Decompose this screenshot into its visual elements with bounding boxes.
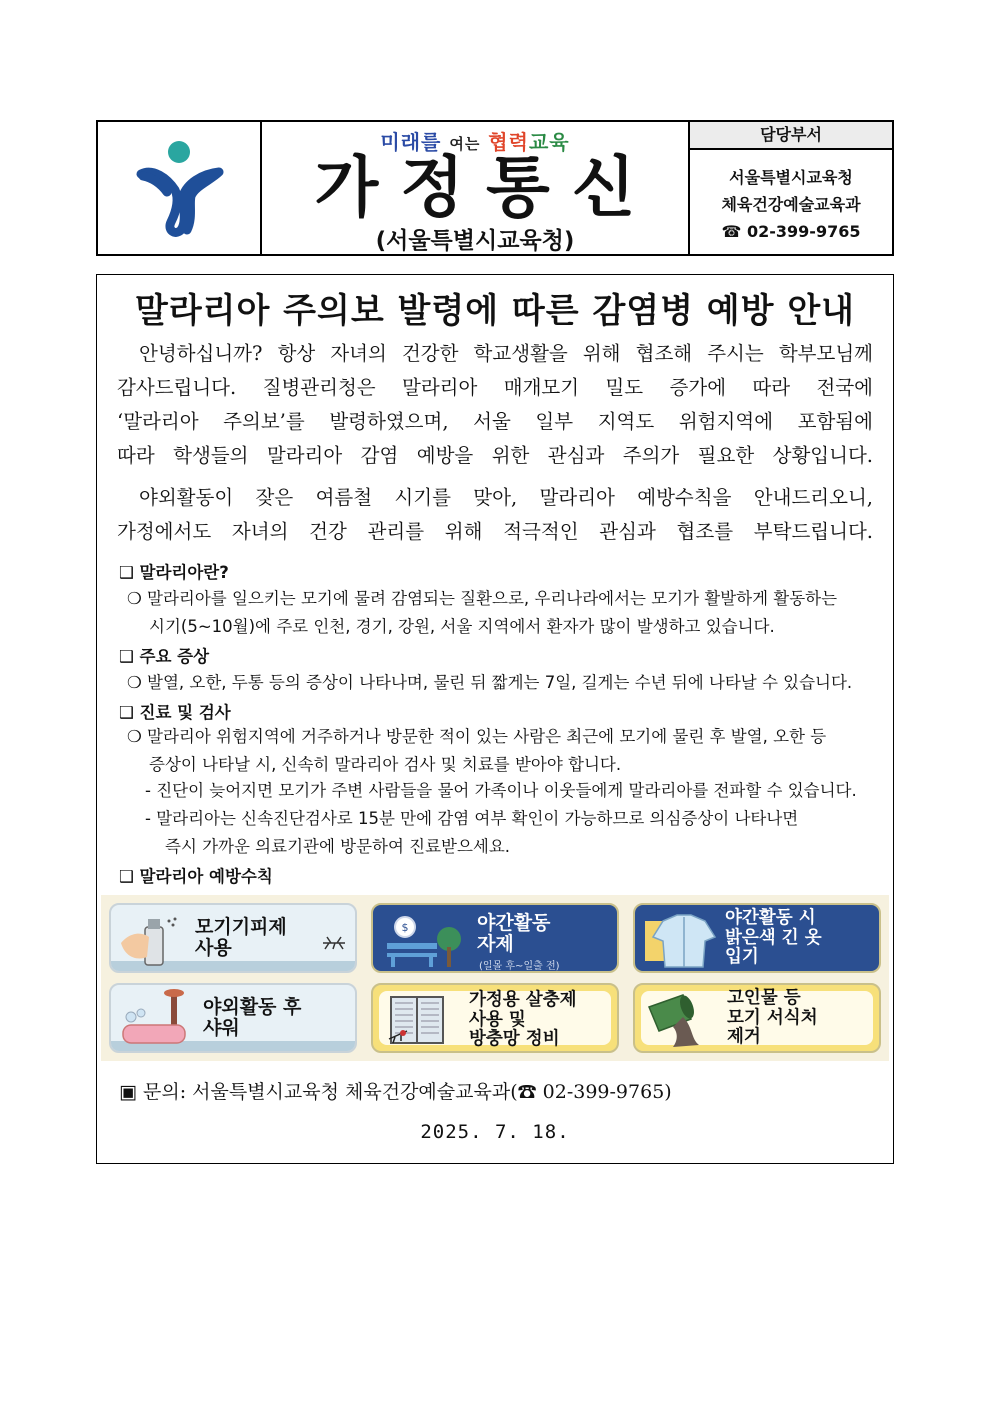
paragraph-line: 야외활동이 잦은 여름철 시기를 맞아, 말라리아 예방수칙을 안내드리오니, xyxy=(139,486,873,509)
item-line: - 말라리아는 신속진단검사로 15분 만에 감염 여부 확인이 가능하므로 의심증상이 나타나면 xyxy=(145,809,799,828)
slogan-word: 여는 xyxy=(449,135,481,153)
header-title-block xyxy=(262,122,690,254)
card-label: 고인물 등 xyxy=(727,988,801,1008)
slogan-word: 미래를 xyxy=(380,130,442,154)
card-label: 사용 xyxy=(195,937,232,959)
section-heading: ❑ 말라리아 예방수칙 xyxy=(119,867,273,886)
card-shower xyxy=(109,983,357,1053)
section-item xyxy=(127,723,887,779)
item-line: 즉시 가까운 의료기관에 방문하여 진료받으세요. xyxy=(165,837,511,856)
section-item xyxy=(127,585,887,641)
notice-body xyxy=(96,274,894,1164)
department-name: 서울특별시교육청 xyxy=(729,168,853,187)
department-phone: ☎ 02-399-9765 xyxy=(721,222,861,241)
item-line: - 진단이 늦어지면 모기가 주변 사람들을 물어 가족이나 이웃들에게 말라리아를 전파할 수 있습니다. xyxy=(145,781,857,800)
card-bright-clothes xyxy=(633,903,881,973)
card-label: 방충망 정비 xyxy=(469,1029,560,1049)
mosquito-icon xyxy=(321,935,347,951)
section-heading: ❑ 말라리아란? xyxy=(119,563,229,582)
issuer-subtitle: (서울특별시교육청) xyxy=(375,228,575,254)
sub-item xyxy=(145,805,887,861)
item-line: 증상이 나타날 시, 신속히 말라리아 검사 및 치료를 받아야 합니다. xyxy=(149,755,622,774)
department-office: 체육건강예술교육과 xyxy=(721,195,861,214)
shirt-icon xyxy=(643,911,721,969)
card-night-activity xyxy=(371,903,619,973)
section-heading: ❑ 진료 및 검사 xyxy=(119,703,231,722)
request-paragraph xyxy=(117,481,873,549)
paragraph-line: 안녕하십니까? 항상 자녀의 건강한 학교생활을 위해 협조해 주시는 학부모님께 xyxy=(139,342,873,365)
card-label: 모기 서식처 xyxy=(727,1007,818,1028)
card-label: 사용 및 xyxy=(469,1009,526,1030)
card-label: 야외활동 후 xyxy=(203,996,302,1018)
item-line: ❍ 말라리아 위험지역에 거주하거나 방문한 적이 있는 사람은 최근에 모기에 물린 후 발열, 오한 등 xyxy=(127,727,827,746)
paragraph-line: 감사드립니다. 질병관리청은 말라리아 매개모기 밀도 증가에 따라 전국에 xyxy=(117,376,873,399)
department-label: 담당부서 xyxy=(690,122,892,150)
item-line: 시기(5~10월)에 주로 인천, 경기, 강원, 서울 지역에서 환자가 많이 발생하고 있습니다. xyxy=(149,617,775,636)
prevention-panel xyxy=(101,895,889,1061)
seoul-education-logo xyxy=(98,122,262,254)
slogan-word: 교육 xyxy=(528,130,570,154)
card-repellent xyxy=(109,903,357,973)
spray-can-icon xyxy=(119,913,179,967)
item-line: ❍ 말라리아를 일으키는 모기에 물려 감염되는 질환으로, 우리나라에서는 모기가 활발하게 활동하는 xyxy=(127,589,838,608)
card-label: 밝은색 긴 옷 xyxy=(725,927,822,948)
card-label: 샤워 xyxy=(203,1017,240,1039)
sub-item xyxy=(145,777,887,805)
paragraph-line: 따라 학생들의 말라리아 감염 예방을 위한 관심과 주의가 필요한 상황입니다. xyxy=(117,444,873,467)
section-item xyxy=(127,669,887,697)
card-label: 가정용 살충제 xyxy=(469,990,577,1010)
item-line: ❍ 발열, 오한, 두통 등의 증상이 나타나며, 물린 뒤 짧게는 7일, 길게는 수년 뒤에 나타날 수 있습니다. xyxy=(127,673,853,692)
card-label: 제거 xyxy=(727,1027,761,1047)
card-label: 야간활동 시 xyxy=(725,908,816,928)
department-info xyxy=(690,150,892,245)
svg-text:$: $ xyxy=(401,921,409,934)
bathtub-icon xyxy=(121,989,191,1049)
paragraph-line: ‘말라리아 주의보’를 발령하였으며, 서울 일부 지역도 위험지역에 포함됨에 xyxy=(117,410,873,433)
issue-date: 2025. 7. 18. xyxy=(420,1121,570,1143)
section-heading: ❑ 주요 증상 xyxy=(119,647,210,666)
slogan-word: 협력 xyxy=(488,130,529,154)
park-bench-icon xyxy=(383,913,463,969)
card-label: 입기 xyxy=(725,947,759,967)
card-insecticide xyxy=(371,983,619,1053)
document-title: 말라리아 주의보 발령에 따른 감염병 예방 안내 xyxy=(134,291,856,331)
newsletter-title: 가정통신 xyxy=(314,149,658,226)
window-screen-icon xyxy=(387,993,457,1049)
department-block xyxy=(690,122,892,254)
card-label: 모기기피제 xyxy=(195,916,287,938)
card-label: 야간활동 xyxy=(477,912,551,934)
letter-header xyxy=(96,120,894,256)
card-label: 자제 xyxy=(477,933,514,955)
card-sublabel: (일몰 후~일출 전) xyxy=(479,961,560,972)
paragraph-line: 가정에서도 자녀의 건강 관리를 위해 적극적인 관심과 협조를 부탁드립니다. xyxy=(117,520,873,543)
logo-emblem-icon xyxy=(131,138,227,238)
contact-info: ▣ 문의: 서울특별시교육청 체육건강예술교육과(☎ 02-399-9765) xyxy=(119,1081,672,1103)
intro-paragraph xyxy=(117,337,873,473)
card-standing-water xyxy=(633,983,881,1053)
bucket-icon xyxy=(643,991,717,1051)
